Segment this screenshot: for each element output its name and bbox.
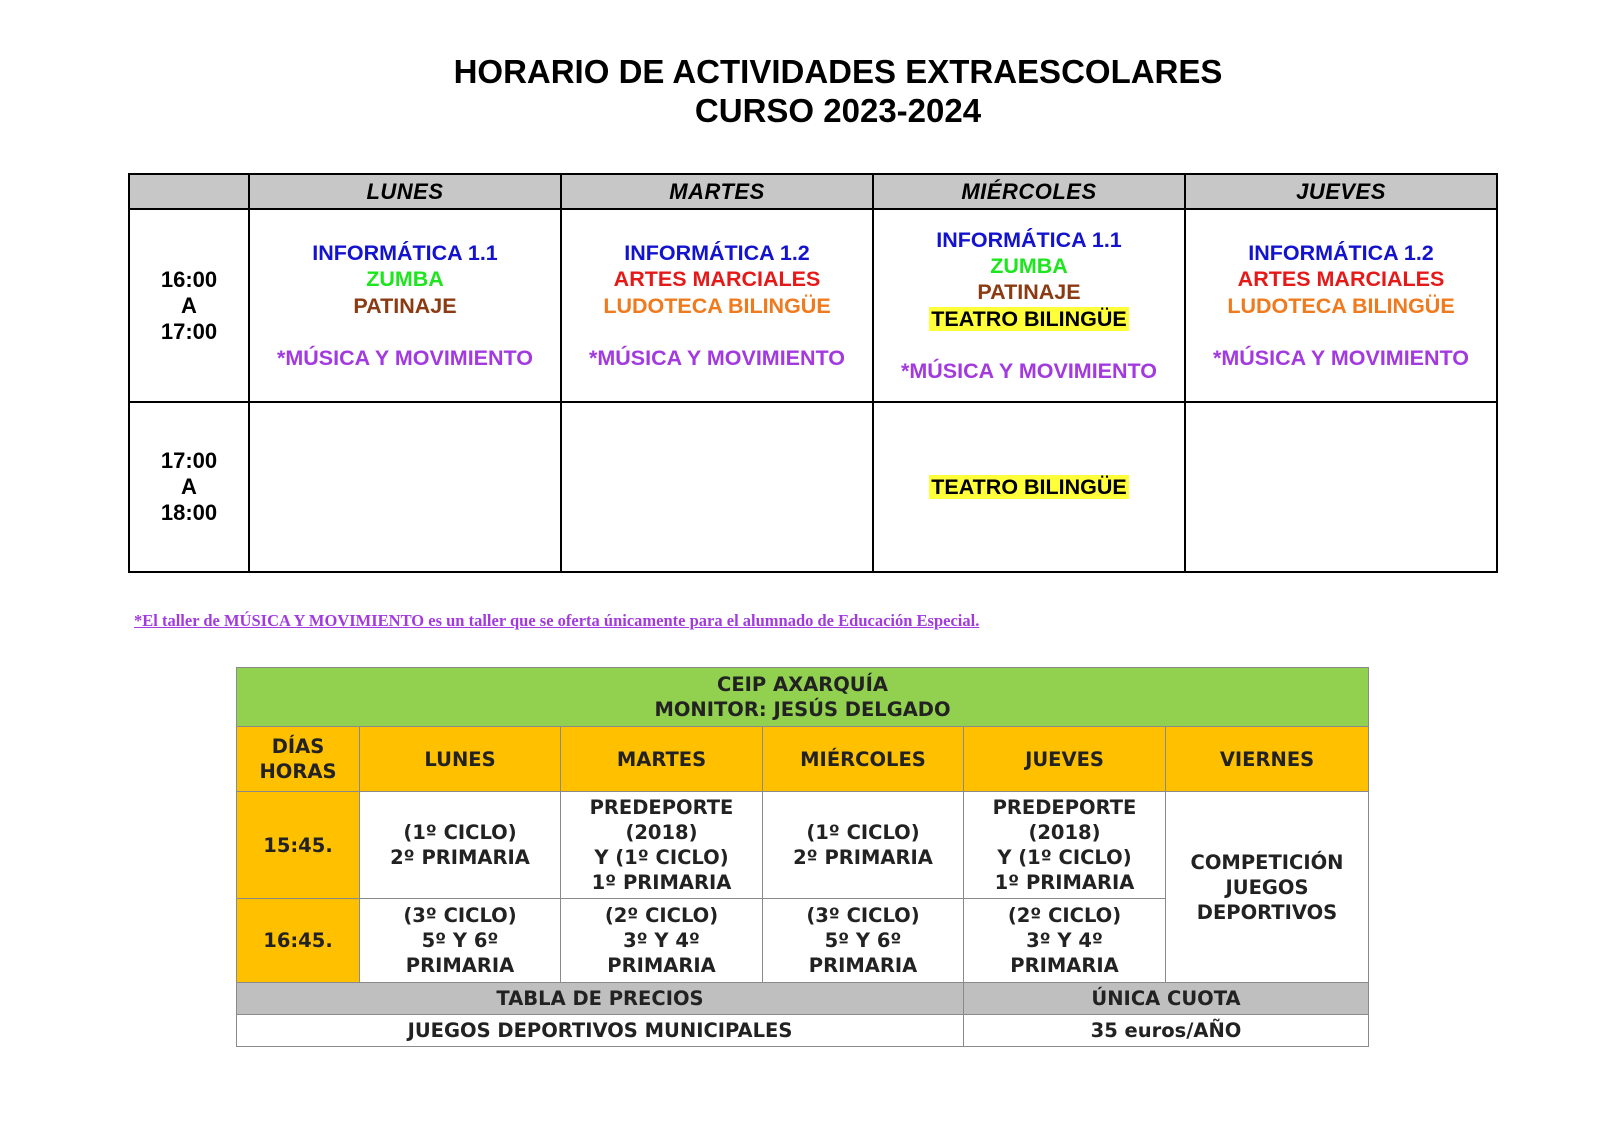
sports-cell [964,792,1166,899]
activity-line [1186,345,1496,371]
time-end: 18:00 [160,500,218,525]
monitor-name: MONITOR: JESÚS DELGADO [654,698,951,721]
sports-day-martes: MARTES [561,727,763,792]
cell-line: (2º CICLO) [604,904,719,927]
activity-cell [873,402,1185,572]
sports-schedule-table [236,667,1369,1047]
cell-line: 2º PRIMARIA [793,846,933,869]
sports-day-viernes: VIERNES [1166,727,1369,792]
cell-line: 5º Y 6º [824,929,902,952]
activity-line [1186,293,1496,319]
line-gap [562,319,872,345]
day-header-martes: MARTES [561,174,873,209]
sports-cell [360,899,561,983]
sports-cell [561,792,763,899]
time-slot-cell [129,402,249,572]
price-row [237,1015,1369,1047]
title-line-2: CURSO 2023-2024 [694,92,982,129]
activity-line [874,279,1184,305]
price-item: JUEGOS DEPORTIVOS MUNICIPALES [237,1015,964,1047]
activity-line [562,345,872,371]
activity-line [874,253,1184,279]
prices-header: TABLA DE PRECIOS [237,983,964,1015]
sports-time-1645: 16:45. [237,899,360,983]
activity-line [874,474,1184,500]
sports-row-1545 [237,792,1369,899]
activity-cell [249,209,561,402]
line-gap [874,332,1184,358]
sports-cell [561,899,763,983]
schedule-corner-cell [129,174,249,209]
activity-name: *MÚSICA Y MOVIMIENTO [900,358,1158,383]
sports-cell [360,792,561,899]
cell-line: PRIMARIA [1010,954,1119,977]
activity-name: INFORMÁTICA 1.2 [1248,240,1434,265]
activity-line [250,293,560,319]
sports-cell [964,899,1166,983]
activity-name: ARTES MARCIALES [1237,267,1445,292]
fee-header: ÚNICA CUOTA [964,983,1369,1015]
activity-line [250,345,560,371]
activity-cell [1185,402,1497,572]
corner-days-label: DÍAS [271,735,325,758]
schedule-header-row [129,174,1497,209]
cell-line: 1º PRIMARIA [994,871,1135,894]
activities-schedule-table [128,173,1498,573]
cell-line: DEPORTIVOS [1196,900,1338,924]
cell-line: 1º PRIMARIA [591,871,732,894]
activity-line [562,266,872,292]
cell-line: COMPETICIÓN [1190,850,1344,874]
activity-name: LUDOTECA BILINGÜE [603,293,831,318]
activity-line [562,240,872,266]
schedule-row-16-17 [129,209,1497,402]
footnote: *El taller de MÚSICA Y MOVIMIENTO es un taller que se oferta únicamente para el alumnado de Educación Especial. [134,611,980,630]
activity-name: *MÚSICA Y MOVIMIENTO [588,345,846,370]
title-line-1: HORARIO DE ACTIVIDADES EXTRAESCOLARES [453,53,1223,90]
cell-line: (2018) [1028,821,1101,844]
time-end: 17:00 [160,318,218,344]
cell-line: (2º CICLO) [1007,904,1122,927]
activity-name: *MÚSICA Y MOVIMIENTO [276,345,534,370]
activity-name: LUDOTECA BILINGÜE [1227,293,1455,318]
cell-line: PRIMARIA [405,954,515,977]
sports-time-1545: 15:45. [237,792,360,899]
cell-line: JUEGOS [1225,875,1309,899]
cell-line: 3º Y 4º [623,929,700,952]
cell-line: (3º CICLO) [403,904,517,927]
line-gap [250,319,560,345]
activity-cell [249,402,561,572]
time-separator: A [181,292,197,318]
activity-line [874,227,1184,253]
cell-line: Y (1º CICLO) [997,846,1132,869]
activity-name: PATINAJE [353,293,457,318]
day-header-jueves: JUEVES [1185,174,1497,209]
day-header-miercoles: MIÉRCOLES [873,174,1185,209]
activity-name: PATINAJE [977,280,1081,305]
cell-line: (2018) [625,821,698,844]
sports-day-lunes: LUNES [360,727,561,792]
activity-cell [561,402,873,572]
page-title [0,52,1600,130]
activity-cell [873,209,1185,402]
corner-hours-label: HORAS [259,760,337,783]
activity-name: ZUMBA [990,254,1068,279]
activity-line [562,293,872,319]
school-header [237,668,1369,727]
prices-header-row [237,983,1369,1015]
activity-name: INFORMÁTICA 1.1 [312,240,498,265]
schedule-row-17-18 [129,402,1497,572]
cell-line: Y (1º CICLO) [594,846,729,869]
cell-line: (3º CICLO) [806,904,920,927]
time-slot-cell [129,209,249,402]
cell-line: (1º CICLO) [403,821,517,844]
cell-line: PRIMARIA [607,954,716,977]
sports-day-jueves: JUEVES [964,727,1166,792]
activity-line [874,358,1184,384]
activity-name: ARTES MARCIALES [613,267,821,292]
activity-name: ZUMBA [366,267,444,292]
cell-line: PREDEPORTE [589,796,734,819]
days-hours-corner [237,727,360,792]
day-header-lunes: LUNES [249,174,561,209]
activity-line [1186,266,1496,292]
friday-competition-cell [1166,792,1369,983]
sports-cell [763,792,964,899]
time-separator: A [181,474,197,499]
cell-line: 5º Y 6º [421,929,499,952]
line-gap [1186,319,1496,345]
time-start: 17:00 [160,448,218,473]
activity-name: TEATRO BILINGÜE [931,474,1127,499]
activity-line [874,306,1184,332]
activity-line [250,240,560,266]
time-start: 16:00 [160,266,218,292]
activity-cell [561,209,873,402]
activity-name: INFORMÁTICA 1.1 [936,227,1122,252]
cell-line: 3º Y 4º [1026,929,1103,952]
sports-day-miercoles: MIÉRCOLES [763,727,964,792]
sports-cell [763,899,964,983]
cell-line: (1º CICLO) [806,821,920,844]
activity-cell [1185,209,1497,402]
activity-name: INFORMÁTICA 1.2 [624,240,810,265]
activity-line [250,266,560,292]
cell-line: PREDEPORTE [992,796,1137,819]
activity-name: *MÚSICA Y MOVIMIENTO [1212,345,1470,370]
activity-line [1186,240,1496,266]
sports-days-header-row [237,727,1369,792]
school-header-row [237,668,1369,727]
cell-line: PRIMARIA [808,954,918,977]
cell-line: 2º PRIMARIA [390,846,530,869]
activity-name: TEATRO BILINGÜE [931,306,1127,331]
price-value: 35 euros/AÑO [964,1015,1369,1047]
school-name: CEIP AXARQUÍA [717,673,888,696]
